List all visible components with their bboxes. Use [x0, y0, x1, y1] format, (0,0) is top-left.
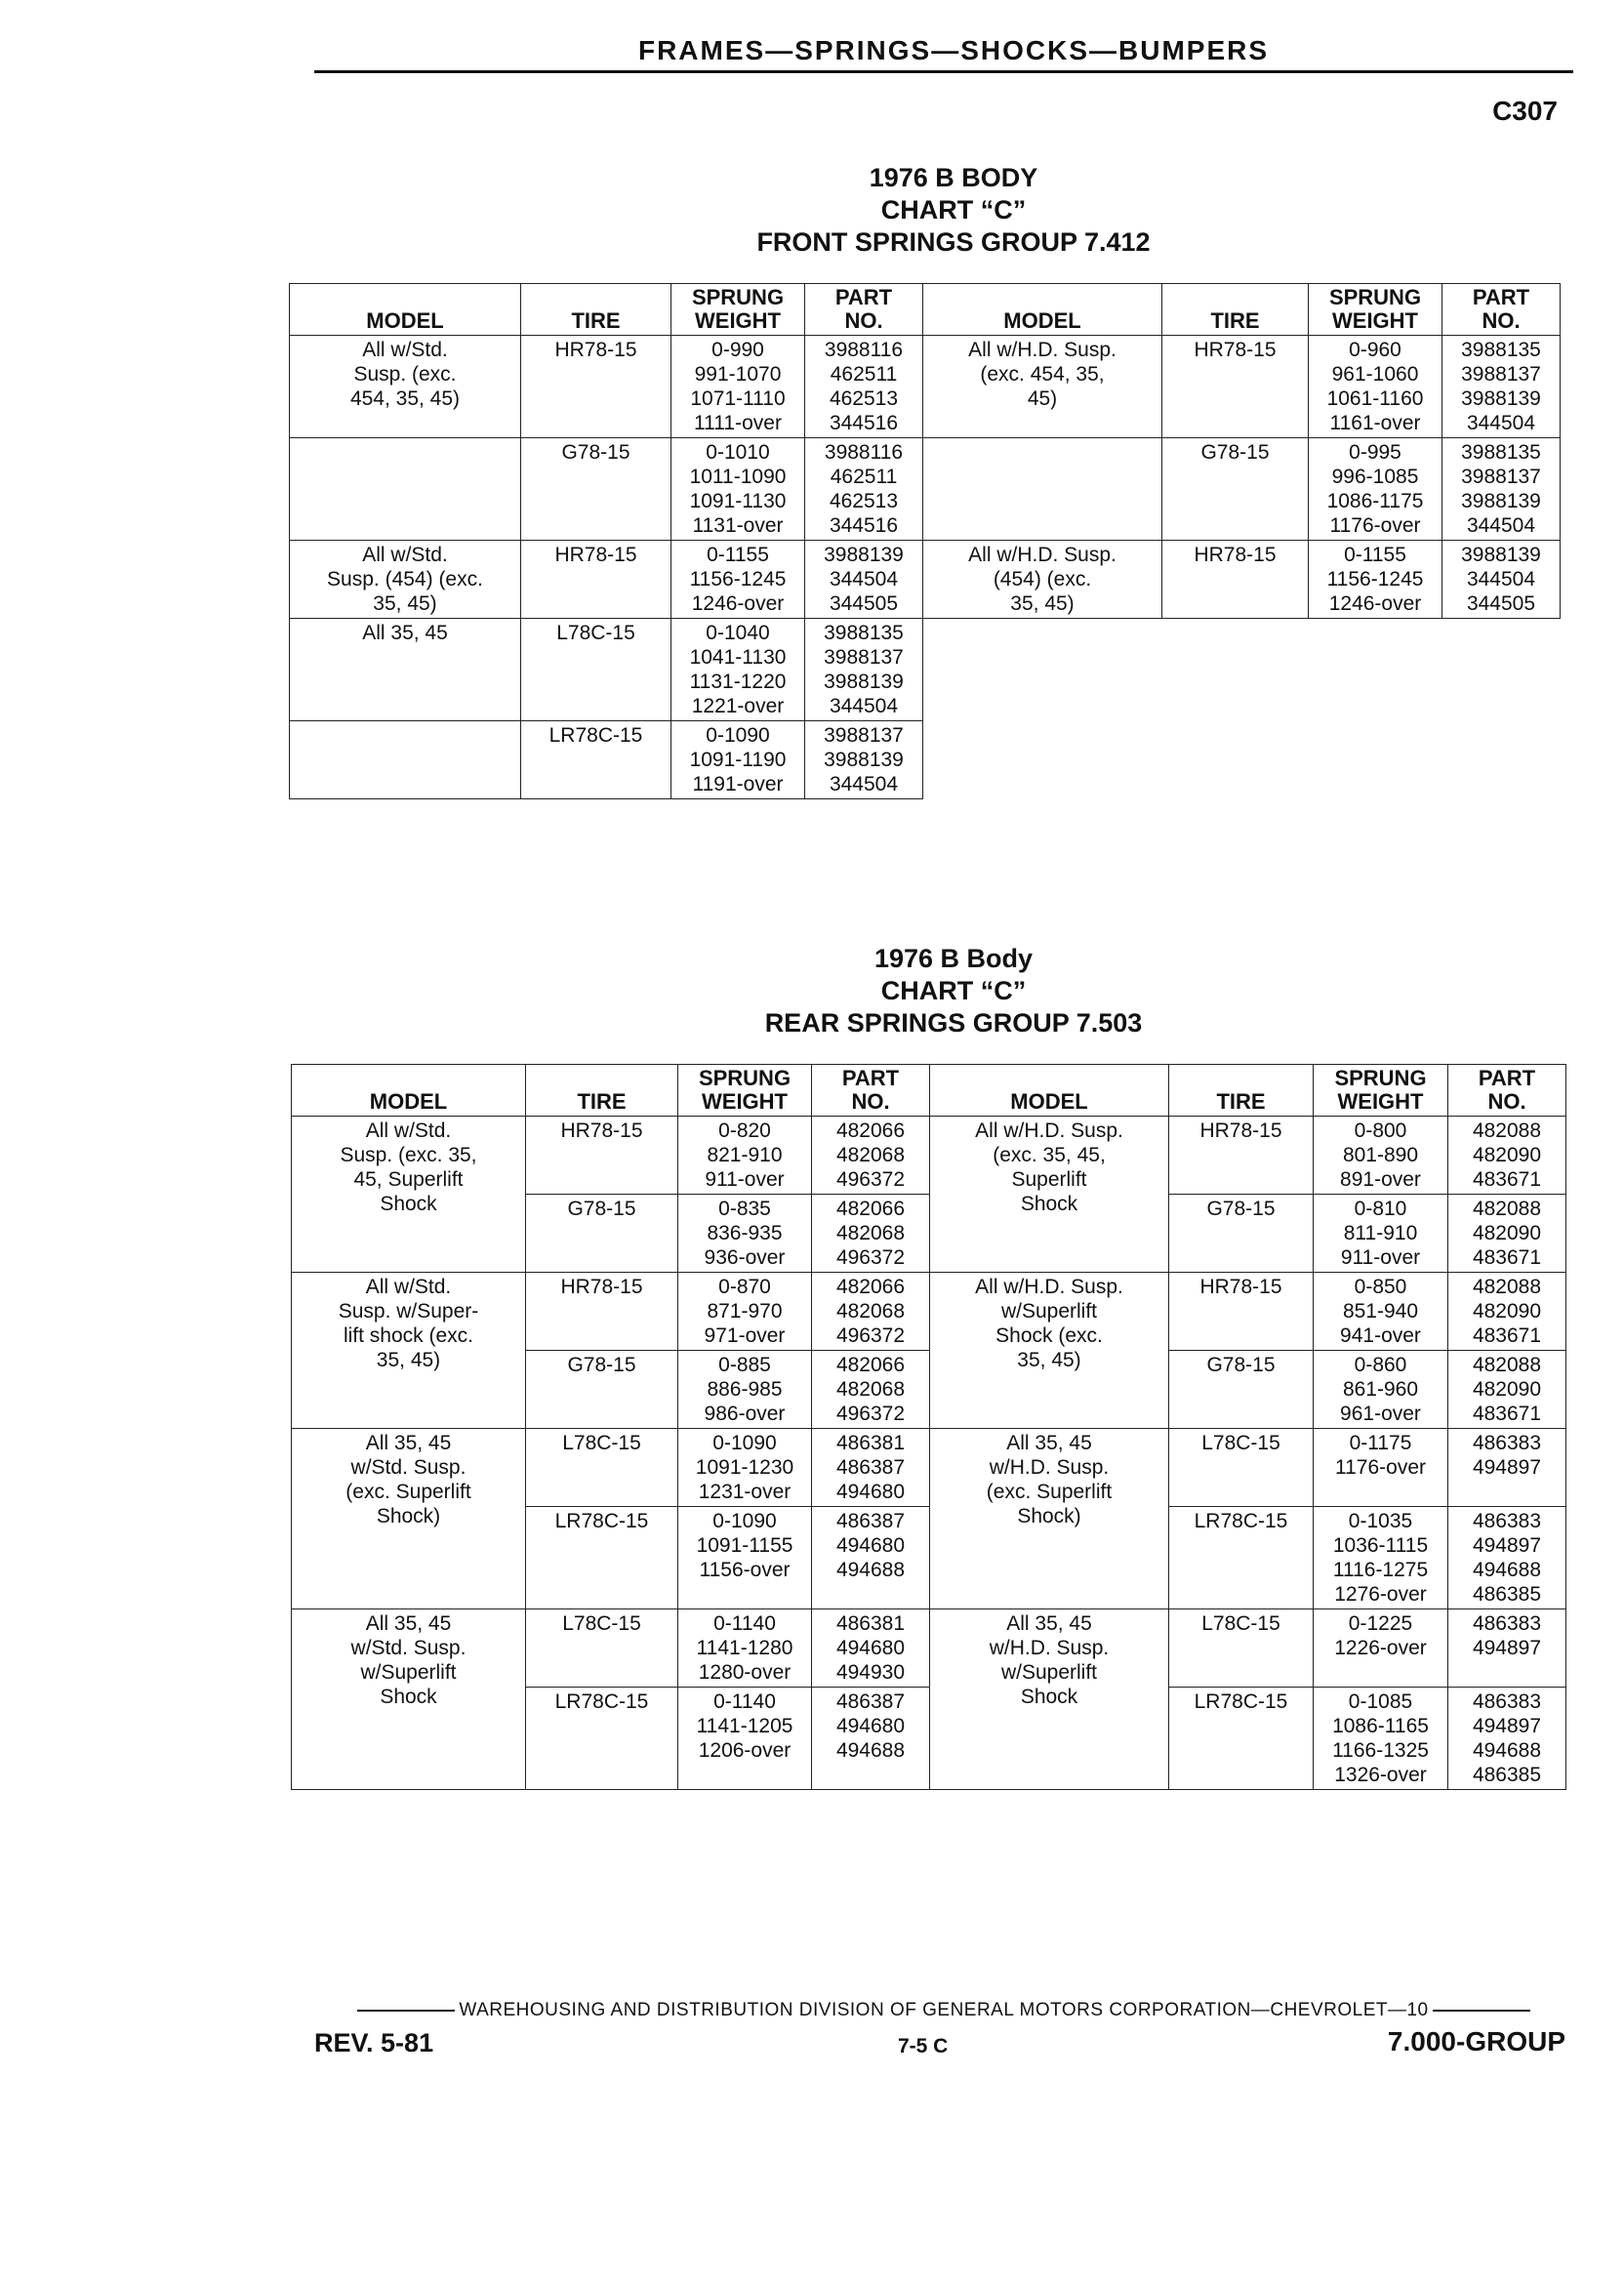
sprung-weight-cell: 0-810 811-910 911-over — [1314, 1195, 1448, 1273]
model-cell — [290, 721, 521, 799]
sprung-weight-cell: 0-960 961-1060 1061-1160 1161-over — [1309, 336, 1442, 438]
tire-cell: LR78C-15 — [1169, 1688, 1314, 1790]
empty-cell — [923, 721, 1561, 799]
sprung-weight-cell: 0-1155 1156-1245 1246-over — [1309, 541, 1442, 619]
tire-cell: G78-15 — [1169, 1195, 1314, 1273]
sprung-weight-cell: 0-1140 1141-1205 1206-over — [678, 1688, 812, 1790]
front-header-part-no: PART NO. — [805, 284, 923, 336]
footer-rule-left — [357, 2010, 455, 2012]
tire-cell: LR78C-15 — [526, 1507, 678, 1609]
tire-cell: L78C-15 — [521, 619, 671, 721]
tire-cell: L78C-15 — [526, 1429, 678, 1507]
tire-cell: G78-15 — [526, 1195, 678, 1273]
sprung-weight-cell: 0-1090 1091-1190 1191-over — [671, 721, 805, 799]
tire-cell: HR78-15 — [526, 1117, 678, 1195]
part-no-cell: 482088 482090 483671 — [1448, 1351, 1566, 1429]
model-cell: All w/H.D. Susp. (exc. 454, 35, 45) — [923, 336, 1162, 438]
model-cell: All w/Std. Susp. w/Super- lift shock (exc. 35, 45) — [292, 1273, 526, 1429]
part-no-cell: 482088 482090 483671 — [1448, 1117, 1566, 1195]
part-no-cell: 486383 494897 494688 486385 — [1448, 1507, 1566, 1609]
page-number: 7-5 C — [898, 2035, 949, 2057]
sprung-weight-cell: 0-995 996-1085 1086-1175 1176-over — [1309, 438, 1442, 541]
model-cell: All 35, 45 w/H.D. Susp. w/Superlift Shock — [930, 1609, 1169, 1790]
tire-cell: HR78-15 — [1162, 541, 1309, 619]
tire-cell: HR78-15 — [1162, 336, 1309, 438]
model-cell: All 35, 45 w/Std. Susp. w/Superlift Shock — [292, 1609, 526, 1790]
model-cell: All w/H.D. Susp. (454) (exc. 35, 45) — [923, 541, 1162, 619]
tire-cell: LR78C-15 — [526, 1688, 678, 1790]
tire-cell: HR78-15 — [1169, 1117, 1314, 1195]
sprung-weight-cell: 0-1175 1176-over — [1314, 1429, 1448, 1507]
part-no-cell: 3988139 344504 344505 — [805, 541, 923, 619]
table-row — [290, 619, 1561, 721]
tire-cell: G78-15 — [521, 438, 671, 541]
part-no-cell: 486387 494680 494688 — [812, 1507, 930, 1609]
sprung-weight-cell: 0-1085 1086-1165 1166-1325 1326-over — [1314, 1688, 1448, 1790]
tire-cell: HR78-15 — [1169, 1273, 1314, 1351]
sprung-weight-cell: 0-860 861-960 961-over — [1314, 1351, 1448, 1429]
model-cell: All w/Std. Susp. (exc. 35, 45, Superlift Shock — [292, 1117, 526, 1273]
sprung-weight-cell: 0-990 991-1070 1071-1110 1111-over — [671, 336, 805, 438]
front-header-sprung-weight: SPRUNG WEIGHT — [671, 284, 805, 336]
tire-cell: G78-15 — [526, 1351, 678, 1429]
table-row — [290, 541, 1561, 619]
front-header-row — [290, 284, 1561, 336]
model-cell: All w/Std. Susp. (454) (exc. 35, 45) — [290, 541, 521, 619]
table-row — [292, 1609, 1566, 1688]
front-springs-table — [289, 283, 1561, 799]
tire-cell: L78C-15 — [1169, 1609, 1314, 1688]
front-header-model-hd: MODEL — [923, 284, 1162, 336]
sprung-weight-cell: 0-1140 1141-1280 1280-over — [678, 1609, 812, 1688]
sprung-weight-cell: 0-1040 1041-1130 1131-1220 1221-over — [671, 619, 805, 721]
rear-chart-title — [0, 943, 1624, 1039]
part-no-cell: 482066 482068 496372 — [812, 1195, 930, 1273]
model-cell: All w/H.D. Susp. w/Superlift Shock (exc. 35, 45) — [930, 1273, 1169, 1429]
sprung-weight-cell: 0-850 851-940 941-over — [1314, 1273, 1448, 1351]
rear-title-line-2: CHART “C” — [880, 976, 1027, 1005]
front-header-model: MODEL — [290, 284, 521, 336]
tire-cell: LR78C-15 — [1169, 1507, 1314, 1609]
model-cell — [290, 438, 521, 541]
front-header-sprung-weight-hd: SPRUNG WEIGHT — [1309, 284, 1442, 336]
model-cell: All 35, 45 w/H.D. Susp. (exc. Superlift Shock) — [930, 1429, 1169, 1609]
rear-header-model-hd: MODEL — [930, 1065, 1169, 1117]
sprung-weight-cell: 0-800 801-890 891-over — [1314, 1117, 1448, 1195]
part-no-cell: 482066 482068 496372 — [812, 1273, 930, 1351]
sprung-weight-cell: 0-1155 1156-1245 1246-over — [671, 541, 805, 619]
footer-division-text: WAREHOUSING AND DISTRIBUTION DIVISION OF GENERAL MOTORS CORPORATION—CHEVROLET—10 — [459, 2000, 1429, 2020]
table-row — [292, 1429, 1566, 1507]
sprung-weight-cell: 0-1090 1091-1230 1231-over — [678, 1429, 812, 1507]
header-title: FRAMES—SPRINGS—SHOCKS—BUMPERS — [637, 35, 1270, 65]
rear-header-tire-hd: TIRE — [1169, 1065, 1314, 1117]
rear-header-row — [292, 1065, 1566, 1117]
rear-header-part-no-hd: PART NO. — [1448, 1065, 1566, 1117]
sprung-weight-cell: 0-1035 1036-1115 1116-1275 1276-over — [1314, 1507, 1448, 1609]
part-no-cell: 3988135 3988137 3988139 344504 — [1442, 438, 1561, 541]
footer-division-line — [314, 2000, 1573, 2021]
sprung-weight-cell: 0-1090 1091-1155 1156-over — [678, 1507, 812, 1609]
part-no-cell: 482088 482090 483671 — [1448, 1273, 1566, 1351]
rear-title-line-1: 1976 B Body — [873, 944, 1034, 973]
sprung-weight-cell: 0-870 871-970 971-over — [678, 1273, 812, 1351]
part-no-cell: 3988116 462511 462513 344516 — [805, 438, 923, 541]
tire-cell: HR78-15 — [521, 336, 671, 438]
front-chart-title — [0, 162, 1624, 259]
rear-header-part-no: PART NO. — [812, 1065, 930, 1117]
model-cell: All w/H.D. Susp. (exc. 35, 45, Superlift Shock — [930, 1117, 1169, 1273]
sprung-weight-cell: 0-820 821-910 911-over — [678, 1117, 812, 1195]
part-no-cell: 486383 494897 — [1448, 1609, 1566, 1688]
part-no-cell: 486383 494897 — [1448, 1429, 1566, 1507]
page-code: C307 — [1492, 96, 1558, 126]
part-no-cell: 482066 482068 496372 — [812, 1351, 930, 1429]
sprung-weight-cell: 0-1225 1226-over — [1314, 1609, 1448, 1688]
model-cell: All 35, 45 — [290, 619, 521, 721]
sprung-weight-cell: 0-1010 1011-1090 1091-1130 1131-over — [671, 438, 805, 541]
sprung-weight-cell: 0-885 886-985 986-over — [678, 1351, 812, 1429]
rear-header-tire: TIRE — [526, 1065, 678, 1117]
model-cell: All 35, 45 w/Std. Susp. (exc. Superlift Shock) — [292, 1429, 526, 1609]
tire-cell: L78C-15 — [526, 1609, 678, 1688]
part-no-cell: 486383 494897 494688 486385 — [1448, 1688, 1566, 1790]
table-row — [292, 1273, 1566, 1351]
revision-label: REV. 5-81 — [314, 2028, 434, 2057]
part-no-cell: 3988116 462511 462513 344516 — [805, 336, 923, 438]
part-no-cell: 3988135 3988137 3988139 344504 — [805, 619, 923, 721]
front-header-part-no-hd: PART NO. — [1442, 284, 1561, 336]
group-label: 7.000-GROUP — [1387, 2026, 1565, 2056]
table-row — [290, 336, 1561, 438]
model-cell — [923, 438, 1162, 541]
rear-header-sprung-weight: SPRUNG WEIGHT — [678, 1065, 812, 1117]
tire-cell: HR78-15 — [526, 1273, 678, 1351]
tire-cell: G78-15 — [1169, 1351, 1314, 1429]
part-no-cell: 3988137 3988139 344504 — [805, 721, 923, 799]
part-no-cell: 3988135 3988137 3988139 344504 — [1442, 336, 1561, 438]
tire-cell: G78-15 — [1162, 438, 1309, 541]
front-header-tire: TIRE — [521, 284, 671, 336]
rear-springs-table — [291, 1064, 1566, 1790]
front-title-line-3: FRONT SPRINGS GROUP 7.412 — [756, 227, 1151, 257]
part-no-cell: 482066 482068 496372 — [812, 1117, 930, 1195]
rear-header-sprung-weight-hd: SPRUNG WEIGHT — [1314, 1065, 1448, 1117]
header-rule — [314, 70, 1573, 73]
part-no-cell: 486381 486387 494680 — [812, 1429, 930, 1507]
table-row — [290, 438, 1561, 541]
model-cell: All w/Std. Susp. (exc. 454, 35, 45) — [290, 336, 521, 438]
rear-title-line-3: REAR SPRINGS GROUP 7.503 — [764, 1008, 1143, 1038]
front-title-line-2: CHART “C” — [880, 195, 1027, 224]
rear-header-model: MODEL — [292, 1065, 526, 1117]
tire-cell: LR78C-15 — [521, 721, 671, 799]
front-title-line-1: 1976 B BODY — [869, 163, 1038, 192]
table-row — [290, 721, 1561, 799]
front-header-tire-hd: TIRE — [1162, 284, 1309, 336]
tire-cell: L78C-15 — [1169, 1429, 1314, 1507]
empty-cell — [923, 619, 1561, 721]
part-no-cell: 486387 494680 494688 — [812, 1688, 930, 1790]
part-no-cell: 3988139 344504 344505 — [1442, 541, 1561, 619]
table-row — [292, 1117, 1566, 1195]
sprung-weight-cell: 0-835 836-935 936-over — [678, 1195, 812, 1273]
part-no-cell: 486381 494680 494930 — [812, 1609, 930, 1688]
part-no-cell: 482088 482090 483671 — [1448, 1195, 1566, 1273]
tire-cell: HR78-15 — [521, 541, 671, 619]
footer-rule-right — [1433, 2010, 1530, 2012]
